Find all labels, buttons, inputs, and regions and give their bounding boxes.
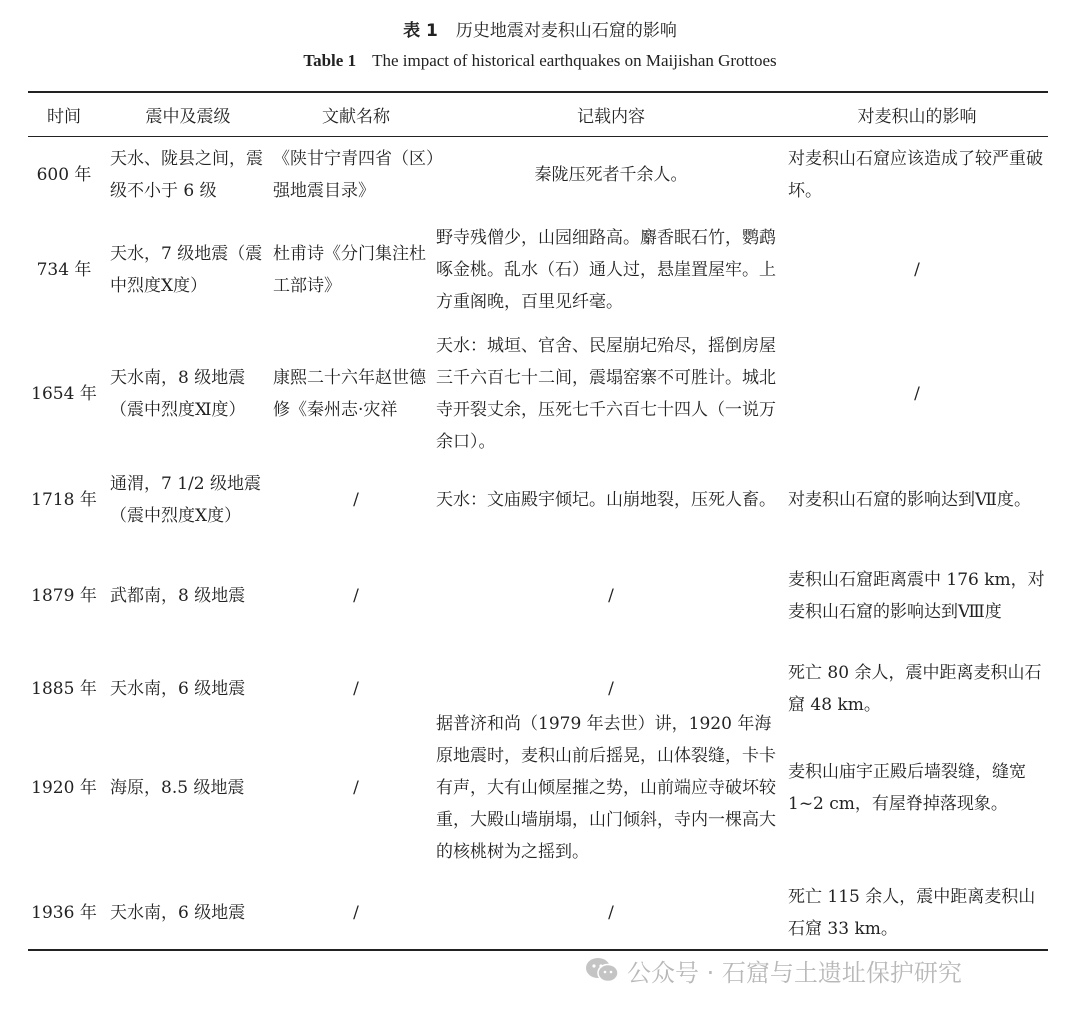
cell-epicenter: 天水，7 级地震（震中烈度Ⅹ度） — [110, 244, 263, 296]
cell-time: 734 年 — [36, 260, 92, 280]
cell-document: 杜甫诗《分门集注杜工部诗》 — [273, 244, 426, 296]
cell-record: 天水：城垣、官舍、民屋崩圮殆尽，摇倒房屋三千六百七十二间，震塌窑寨不可胜计。城北寺开裂丈余，压死七千六百七十四人（一说万余口）。 — [436, 336, 776, 452]
caption-zh-label: 表 1 — [403, 21, 438, 41]
cell-time: 1879 年 — [31, 586, 97, 606]
cell-epicenter: 天水南，8 级地震（震中烈度Ⅺ度） — [110, 368, 246, 420]
table-top-rule — [28, 91, 1048, 93]
cell-record: 野寺残僧少，山园细路高。麝香眠石竹，鹦鹉啄金桃。乱水（石）通人过，悬崖置屋牢。上方重阁晚，百里见纤毫。 — [436, 228, 776, 312]
header-record: 记载内容 — [577, 107, 645, 127]
header-document: 文献名称 — [322, 107, 390, 127]
cell-record: 天水：文庙殿宇倾圮。山崩地裂，压死人畜。 — [436, 490, 776, 510]
caption-zh — [0, 16, 1080, 41]
cell-epicenter: 天水南，6 级地震 — [110, 679, 246, 699]
cell-document: 康熙二十六年赵世德修《秦州志·灾祥 — [273, 368, 426, 420]
cell-record: 据普济和尚（1979 年去世）讲，1920 年海原地震时，麦积山前后摇晃，山体裂缝，卡卡有声，大有山倾屋摧之势，山前端应寺破坏较重，大殿山墙崩塌，山门倾斜，寺内一棵高大的核桃树为之摇到。 — [436, 714, 776, 862]
cell-time: 1885 年 — [31, 679, 97, 699]
caption-en-label: Table 1 — [303, 51, 357, 70]
table-row — [28, 708, 1048, 868]
cell-record: 秦陇压死者千余人。 — [534, 165, 688, 185]
table-row — [28, 881, 1048, 945]
cell-record: / — [608, 903, 614, 923]
cell-time: 1936 年 — [31, 903, 97, 923]
cell-record: / — [608, 679, 614, 699]
header-epicenter: 震中及震级 — [145, 107, 231, 127]
header-time: 时间 — [47, 107, 81, 127]
table-row — [28, 222, 1048, 318]
wechat-icon — [585, 956, 619, 984]
cell-document: / — [353, 490, 359, 510]
cell-time: 1920 年 — [31, 778, 97, 798]
cell-impact: 死亡 115 余人，震中距离麦积山石窟 33 km。 — [788, 887, 1036, 939]
cell-epicenter: 通渭，7 1/2 级地震（震中烈度Ⅹ度） — [110, 474, 261, 526]
table-header-rule — [28, 136, 1048, 137]
cell-impact: 死亡 80 余人，震中距离麦积山石窟 48 km。 — [788, 663, 1042, 715]
cell-impact: 对麦积山石窟应该造成了较严重破坏。 — [788, 149, 1043, 201]
header-impact: 对麦积山的影响 — [857, 107, 977, 127]
cell-epicenter: 武都南，8 级地震 — [110, 586, 246, 606]
table-row — [28, 143, 1048, 207]
cell-impact: 麦积山庙宇正殿后墙裂缝，缝宽 1~2 cm，有屋脊掉落现象。 — [788, 762, 1026, 814]
cell-time: 1654 年 — [31, 384, 97, 404]
cell-impact: / — [914, 260, 920, 280]
cell-document: / — [353, 778, 359, 798]
caption-en — [0, 51, 1080, 71]
caption-zh-title: 历史地震对麦积山石窟的影响 — [455, 21, 677, 41]
cell-record: / — [608, 586, 614, 606]
cell-time: 1718 年 — [31, 490, 97, 510]
table-row — [28, 330, 1048, 458]
table-row — [28, 548, 1048, 644]
cell-epicenter: 天水南，6 级地震 — [110, 903, 246, 923]
cell-document: 《陕甘宁青四省（区）强地震目录》 — [273, 149, 435, 201]
cell-epicenter: 天水、陇县之间，震级不小于 6 级 — [110, 149, 263, 201]
cell-epicenter: 海原，8.5 级地震 — [110, 778, 245, 798]
cell-document: / — [353, 586, 359, 606]
caption-en-title: The impact of historical earthquakes on Maijishan Grottoes — [372, 51, 777, 70]
watermark-text: 公众号 · 石窟与土遗址保护研究 — [627, 958, 962, 987]
cell-time: 600 年 — [36, 165, 92, 185]
cell-document: / — [353, 903, 359, 923]
table-row — [28, 468, 1048, 532]
watermark — [585, 950, 1055, 990]
cell-document: / — [353, 679, 359, 699]
cell-impact: 麦积山石窟距离震中 176 km，对麦积山石窟的影响达到Ⅷ度 — [788, 570, 1045, 622]
cell-impact: 对麦积山石窟的影响达到Ⅶ度。 — [788, 490, 1031, 510]
cell-impact: / — [914, 384, 920, 404]
